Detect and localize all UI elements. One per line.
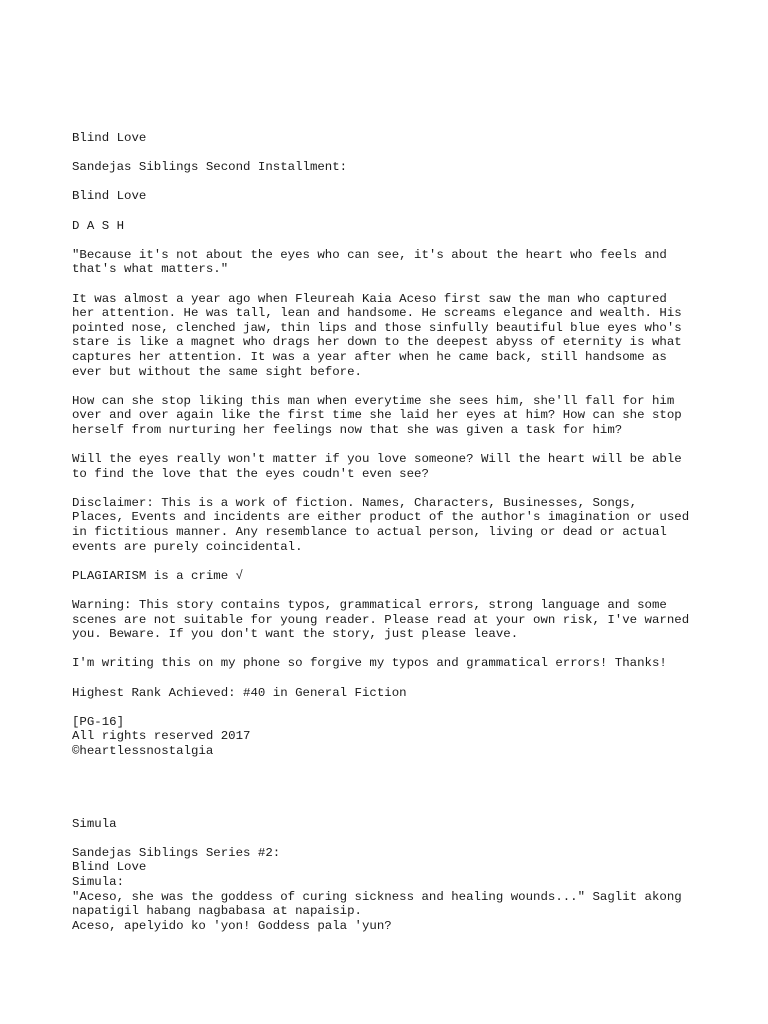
synopsis-line: captures her attention. It was a year after when he came back, still handsome as bbox=[72, 349, 667, 364]
synopsis-line: It was almost a year ago when Fleureah Kaia Aceso first saw the man who captured bbox=[72, 291, 667, 306]
chapter-title: Simula bbox=[72, 816, 117, 831]
disclaimer-line: Places, Events and incidents are either product of the author's imagination or used bbox=[72, 510, 690, 525]
warning-line: you. Beware. If you don't want the story, just please leave. bbox=[72, 627, 519, 642]
warning-line: scenes are not suitable for young reader. Please read at your own risk, I've warned bbox=[72, 612, 690, 627]
copyright-notice: ©heartlessnostalgia bbox=[72, 743, 214, 758]
document-title: Blind Love bbox=[72, 131, 147, 145]
synopsis-line: How can she stop liking this man when everytime she sees him, she'll fall for him bbox=[72, 393, 675, 408]
document-page bbox=[72, 131, 712, 933]
chapter-body-line: "Aceso, she was the goddess of curing sickness and healing wounds..." Saglit akong bbox=[72, 889, 682, 904]
synopsis-line: pointed nose, clenched jaw, thin lips and those sinfully beautiful blue eyes who's bbox=[72, 320, 682, 335]
rank-note: Highest Rank Achieved: #40 in General Fiction bbox=[72, 685, 407, 700]
chapter-body-line: Aceso, apelyido ko 'yon! Goddess pala 'yun? bbox=[72, 918, 392, 933]
chapter-label: Simula: bbox=[72, 874, 125, 889]
synopsis-line: over and over again like the first time she laid her eyes at him? How can she stop bbox=[72, 408, 682, 423]
synopsis-line: stare is like a magnet who drags her down to the deepest abyss of eternity is what bbox=[72, 335, 682, 350]
synopsis-line: ever but without the same sight before. bbox=[72, 364, 362, 379]
disclaimer-line: events are purely coincidental. bbox=[72, 539, 303, 554]
plagiarism-notice: PLAGIARISM is a crime √ bbox=[72, 568, 244, 583]
chapter-body-line: napatigil habang nagbabasa at napaisip. bbox=[72, 904, 362, 919]
disclaimer-line: Disclaimer: This is a work of fiction. Names, Characters, Businesses, Songs, bbox=[72, 495, 638, 510]
subtitle: Blind Love bbox=[72, 189, 147, 204]
disclaimer-line: in fictitious manner. Any resemblance to actual person, living or dead or actual bbox=[72, 525, 667, 540]
synopsis-line: her attention. He was tall, lean and handsome. He screams elegance and wealth. His bbox=[72, 306, 682, 321]
author-tag: D A S H bbox=[72, 218, 125, 233]
rating-label: [PG-16] bbox=[72, 714, 125, 729]
warning-line: Warning: This story contains typos, grammatical errors, strong language and some bbox=[72, 598, 667, 612]
synopsis-line: herself from nurturing her feelings now that she was given a task for him? bbox=[72, 422, 623, 437]
quote-line: that's what matters." bbox=[72, 262, 229, 277]
quote-line: "Because it's not about the eyes who can see, it's about the heart who feels and bbox=[72, 247, 667, 262]
phone-note: I'm writing this on my phone so forgive my typos and grammatical errors! Thanks! bbox=[72, 656, 667, 671]
series-heading: Sandejas Siblings Second Installment: bbox=[72, 160, 348, 175]
rights-notice: All rights reserved 2017 bbox=[72, 729, 251, 744]
synopsis-line: to find the love that the eyes coudn't even see? bbox=[72, 466, 429, 481]
chapter-series: Sandejas Siblings Series #2: bbox=[72, 845, 281, 860]
chapter-book: Blind Love bbox=[72, 860, 147, 875]
synopsis-line: Will the eyes really won't matter if you love someone? Will the heart will be able bbox=[72, 452, 682, 467]
